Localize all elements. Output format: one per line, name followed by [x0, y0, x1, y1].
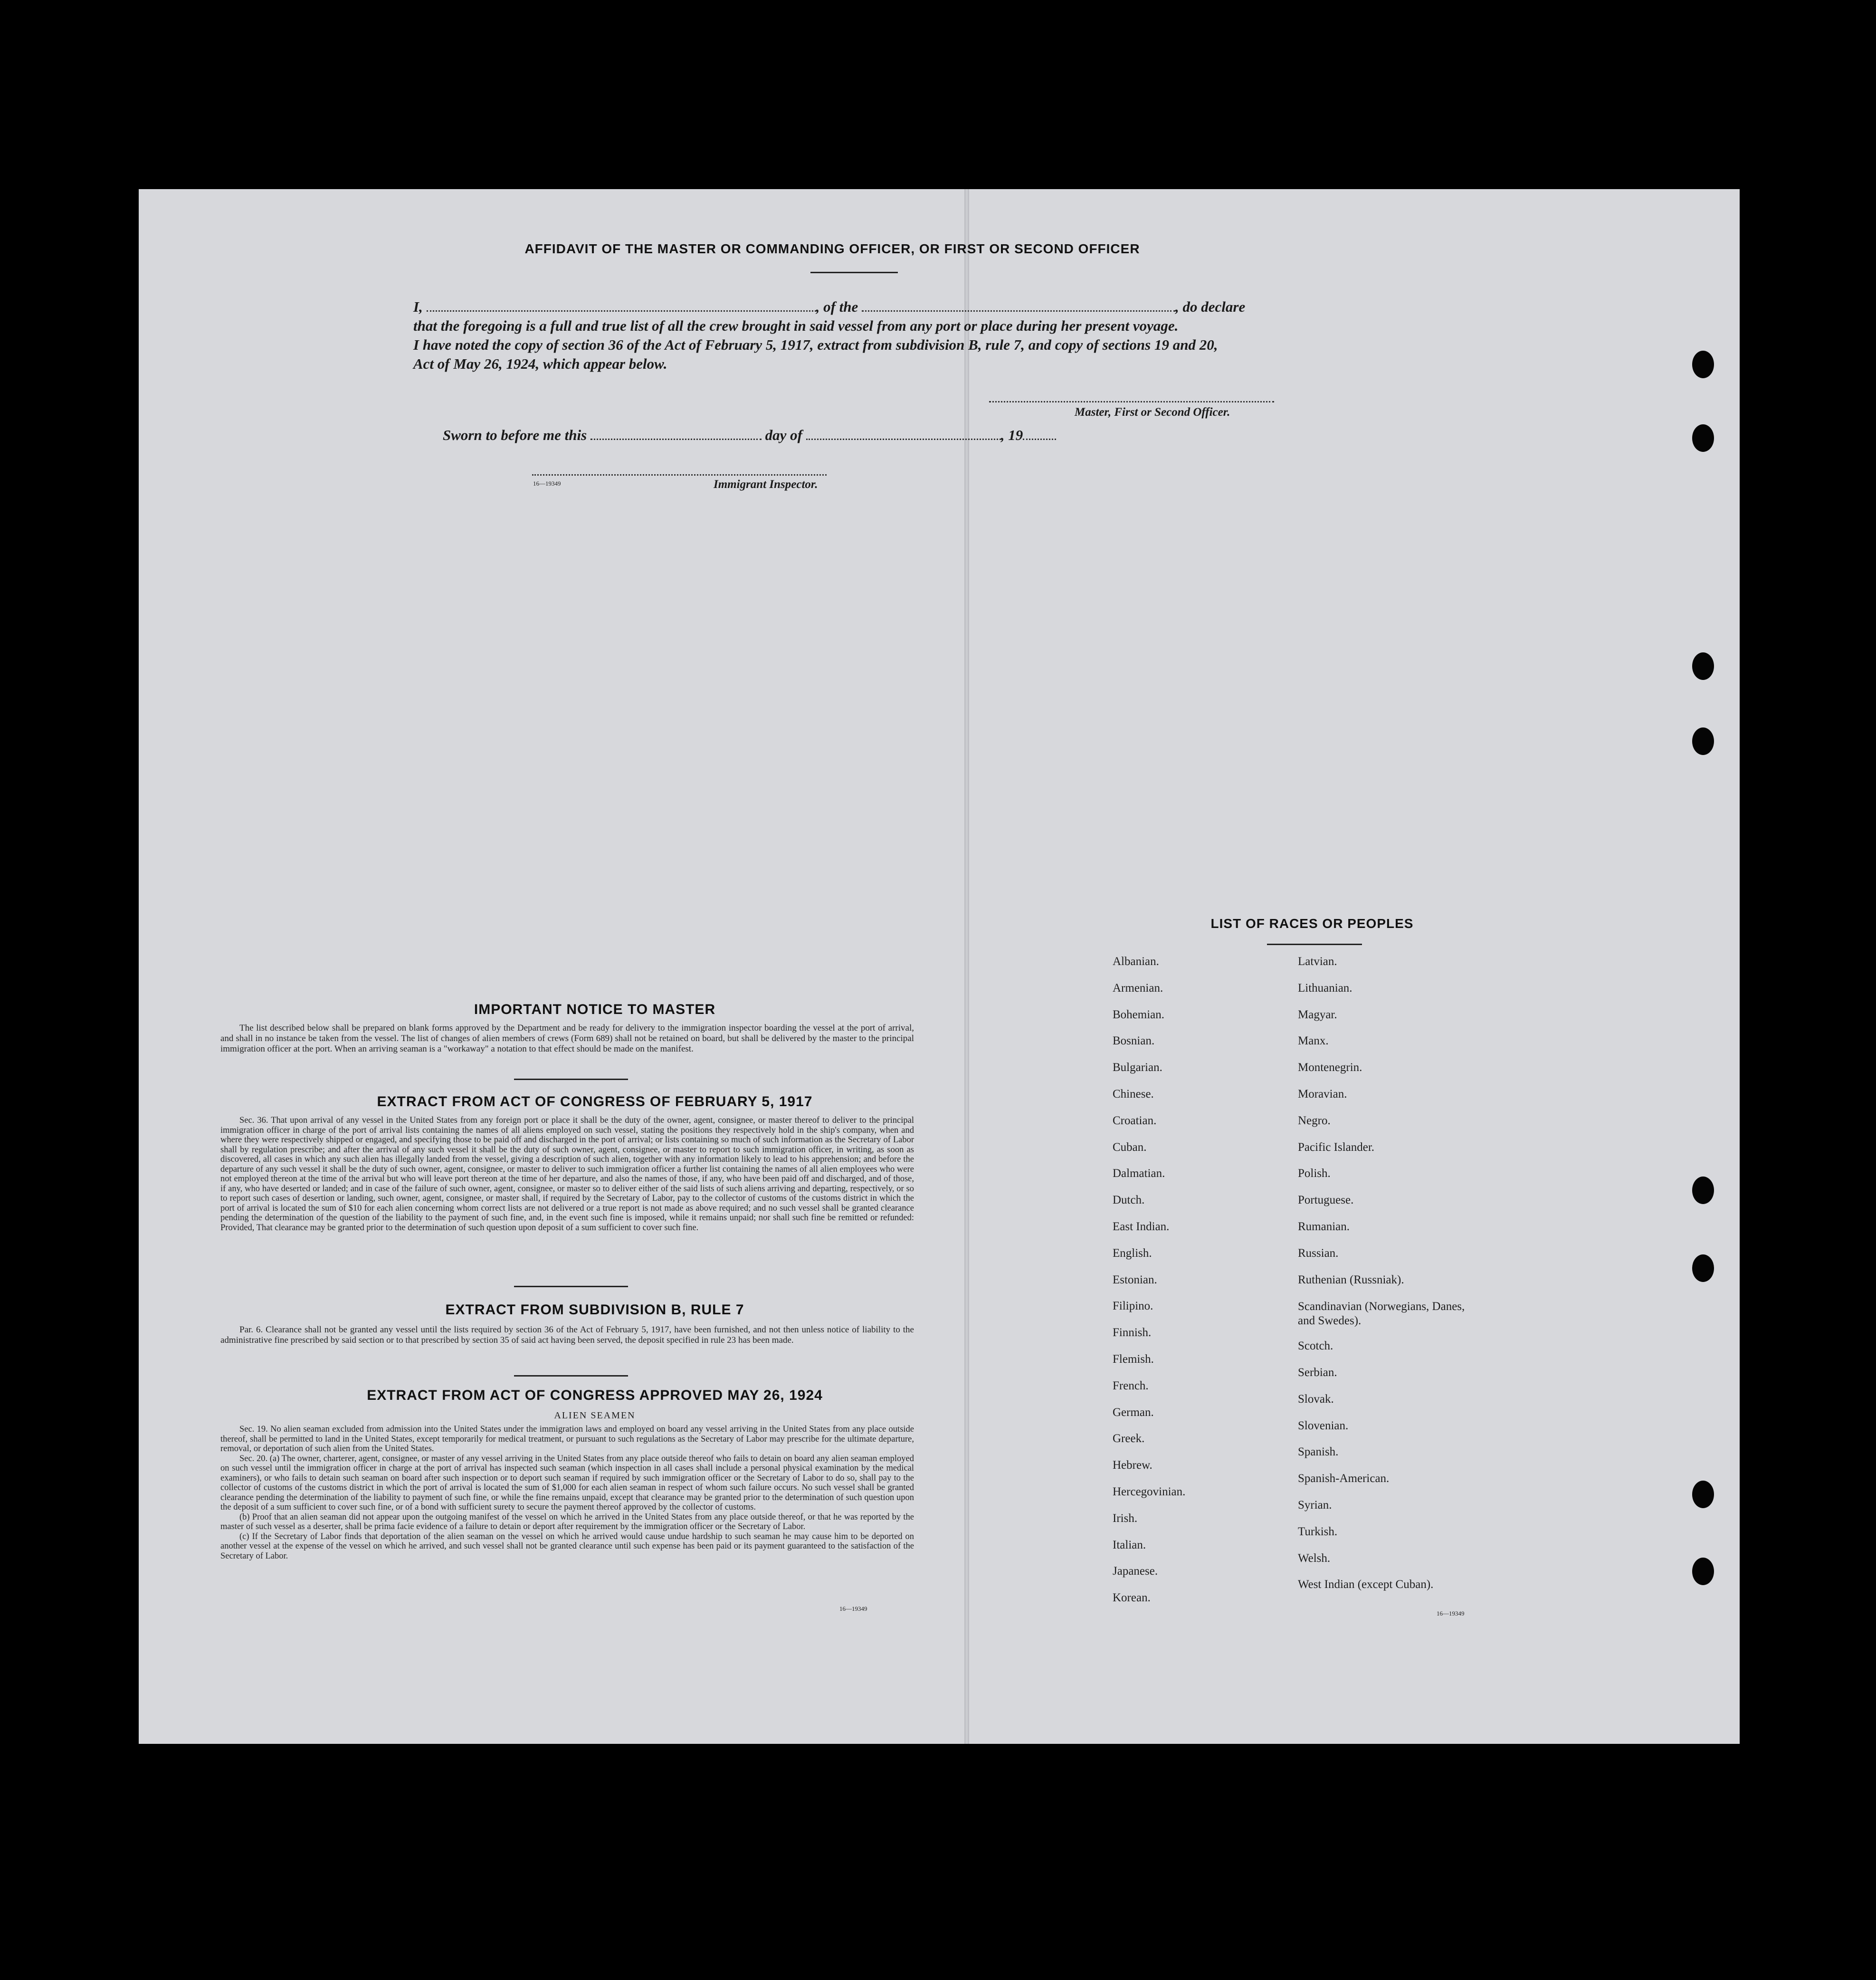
notice-title: IMPORTANT NOTICE TO MASTER [474, 1002, 716, 1017]
punch-hole [1692, 727, 1714, 755]
sworn-label: Sworn to before me this [443, 427, 587, 443]
alien-seamen-subtitle: ALIEN SEAMEN [554, 1410, 636, 1421]
form-number: 16—19349 [533, 480, 561, 487]
section-rule [514, 1375, 628, 1377]
race-item: Dutch. [1113, 1194, 1145, 1207]
affidavit-line1 [413, 297, 1439, 316]
title-rule [810, 272, 898, 273]
extract-rule7-title: EXTRACT FROM SUBDIVISION B, RULE 7 [445, 1302, 744, 1318]
affidavit-body [413, 297, 1439, 373]
day-of-label: day of [765, 427, 802, 443]
form-number: 16—19349 [839, 1605, 867, 1612]
section-20a-paragraph: Sec. 20. (a) The owner, charterer, agent, consignee, or master of any vessel arriving in the United States from any place outside thereof who fails to detain on board any alien seaman employed on such vessel until the immigration officer in charge at the port of arrival has inspected such seaman (which inspection in all cases shall include a personal physical examination by the medical examiners), or who fails to detain such seaman on board after such inspection or to deport such seaman if required by such immigration officer or the Secretary of Labor to do so, shall pay to the collector of customs of the customs district in which the port of arrival is located the sum of $1,000 for each alien seaman in respect of whom such failure occurs. No such vessel shall be granted clearance pending the determination of the liability to payment of such fine, or while the fine remains unpaid, except that clearance may be granted prior to the determination of such question upon the deposit of a sum sufficient to cover such fine, or of a bond with sufficient surety to secure the payment thereof approved by the collector of customs. [220, 1454, 914, 1512]
race-item: Magyar. [1298, 1008, 1337, 1021]
race-item: Hercegovinian. [1113, 1485, 1186, 1498]
form-number: 16—19349 [1437, 1610, 1465, 1617]
affidavit-line3: I have noted the copy of section 36 of the Act of February 5, 1917, extract from subdivision B, rule 7, and copy of sections 19 and 20, [413, 336, 1218, 353]
extract-1924-text [220, 1425, 914, 1561]
declare-label: , do declare [1175, 298, 1246, 315]
affidavit-line2: that the foregoing is a full and true list of all the crew brought in said vessel from any port or place during her present voyage. [413, 317, 1179, 334]
race-item: Bohemian. [1113, 1008, 1165, 1021]
race-item: Estonian. [1113, 1273, 1157, 1286]
affidavit-line4: Act of May 26, 1924, which appear below. [413, 355, 667, 372]
affidavit-title: AFFIDAVIT OF THE MASTER OR COMMANDING OFFICER, OR FIRST OR SECOND OFFICER [524, 241, 1140, 256]
races-title: LIST OF RACES OR PEOPLES [1210, 916, 1414, 931]
extract-1917-text [220, 1116, 914, 1233]
race-item: German. [1113, 1406, 1154, 1419]
race-item: Scandinavian (Norwegians, Danes, and Swedes). [1298, 1300, 1465, 1328]
section-20c-paragraph: (c) If the Secretary of Labor finds that deportation of the alien seaman on the vessel on which he arrived would cause undue hardship to such seaman he may cause him to be deported on another vessel at the expense of the vessel on which he arrived, and such vessel shall not be granted clearance until such expense has been paid or its payment guaranteed to the satisfaction of the Secretary of Labor. [220, 1531, 914, 1561]
race-item: Moravian. [1298, 1088, 1347, 1100]
race-item: Cuban. [1113, 1140, 1147, 1154]
punch-hole [1692, 1177, 1714, 1204]
race-item: Dalmatian. [1113, 1167, 1165, 1180]
extract-1917-title: EXTRACT FROM ACT OF CONGRESS OF FEBRUARY 5, 1917 [377, 1094, 813, 1110]
race-item: Serbian. [1298, 1366, 1337, 1379]
race-item: Russian. [1298, 1246, 1339, 1260]
race-item: Latvian. [1298, 955, 1337, 968]
race-item: Hebrew. [1113, 1459, 1152, 1472]
extract-1924-title: EXTRACT FROM ACT OF CONGRESS APPROVED MAY 26, 1924 [367, 1387, 823, 1403]
master-signature-label: Master, First or Second Officer. [1075, 406, 1230, 419]
race-item: Filipino. [1113, 1300, 1153, 1313]
par-6-paragraph: Par. 6. Clearance shall not be granted any vessel until the lists required by section 36 of the Act of February 5, 1917, have been furnished, and not then unless notice of liability to the administrative fine prescribed by said section or to that prescribed by section 35 of said act having been served, the deposit specified in rule 23 has been made. [220, 1325, 914, 1345]
races-column-1 [1113, 955, 1293, 1620]
race-item: Manx. [1298, 1034, 1329, 1048]
race-item: Montenegrin. [1298, 1061, 1362, 1074]
race-item: Japanese. [1113, 1565, 1158, 1578]
race-item: Slovenian. [1298, 1419, 1349, 1432]
race-item: Lithuanian. [1298, 981, 1352, 995]
punch-hole [1692, 1481, 1714, 1508]
race-item: Ruthenian (Russniak). [1298, 1273, 1404, 1286]
race-item: English. [1113, 1246, 1152, 1260]
inspector-label: Immigrant Inspector. [714, 478, 818, 491]
vessel-name-field[interactable] [862, 310, 1175, 312]
master-signature-field[interactable] [989, 401, 1274, 402]
races-rule [1267, 944, 1362, 945]
sworn-line [443, 427, 1056, 444]
section-rule [514, 1079, 628, 1080]
year-label: , 19 [1000, 427, 1023, 443]
sworn-date-field[interactable] [590, 439, 762, 440]
race-item: Bulgarian. [1113, 1061, 1162, 1074]
race-item: Irish. [1113, 1511, 1138, 1525]
race-item: Negro. [1298, 1114, 1331, 1127]
race-item: Syrian. [1298, 1498, 1332, 1511]
punch-hole [1692, 351, 1714, 378]
center-fold [964, 189, 969, 1744]
punch-hole [1692, 424, 1714, 452]
notice-text [220, 1023, 914, 1054]
race-item: Armenian. [1113, 981, 1163, 995]
race-item: Finnish. [1113, 1326, 1152, 1339]
race-item: Spanish. [1298, 1445, 1339, 1459]
race-item: Flemish. [1113, 1353, 1154, 1366]
race-item: East Indian. [1113, 1220, 1170, 1233]
notice-paragraph: The list described below shall be prepared on blank forms approved by the Department and be ready for delivery to the immigration inspector boarding the vessel at the port of arrival, and shall in no instance be taken from the vessel. The list of changes of alien members of crews (Form 689) shall not be retained on board, but shall be delivered by the master to the principal immigration officer at the port. When an arriving seaman is a "workaway" a notation to that effect should be made on the manifest. [220, 1023, 914, 1054]
race-item: Greek. [1113, 1432, 1145, 1445]
month-field[interactable] [806, 439, 1001, 440]
race-item: Scotch. [1298, 1339, 1333, 1353]
year-field[interactable] [1023, 439, 1056, 440]
race-item: Turkish. [1298, 1525, 1338, 1538]
race-item: Pacific Islander. [1298, 1140, 1375, 1154]
section-36-paragraph: Sec. 36. That upon arrival of any vessel in the United States from any foreign port or place it shall be the duty of the owner, agent, consignee, or master thereof to deliver to the principal immigration officer in charge of the port of arrival lists containing the names of all aliens employed on such vessel, stating the positions they respectively hold in the ship's company, when and where they were respectively shipped or engaged, and specifying those to be paid off and discharged in the port of arrival; or lists containing so much of such information as the Secretary of Labor shall by regulation prescribe; and after the arrival of any such vessel it shall be the duty of such owner, agent, consignee, or master to report to such immigration officer, in writing, as soon as discovered, all cases in which any such alien has illegally landed from the vessel, giving a description of such alien, together with any information likely to lead to his apprehension; and before the departure of any such vessel it shall be the duty of such owner, agent, consignee, or master to deliver to such immigration officer a further list containing the names of all alien employees who were not employed thereon at the time of the arrival but who will leave port thereon at the time of her departure, and also the names of those, if any, who have been paid off and discharged, and of those, if any, who have deserted or landed; and in case of the failure of such owner, agent, consignee, or master so to deliver either of the said lists of such aliens arriving and departing, respectively, or so to report such cases of desertion or landing, such owner, agent, consignee, or master shall, if required by the Secretary of Labor, pay to the collector of customs of the customs district in which the port of arrival is located the sum of $10 for each alien concerning whom correct lists are not delivered or a true report is not made as above required; and no such vessel shall be granted clearance pending the determination of the question of the liability to the payment of such fine, and, in the event such fine is imposed, while it remains unpaid; nor shall such fine be remitted or refunded: Provided, That clearance may be granted prior to the determination of such question upon deposit of a sum sufficient to cover such fine. [220, 1116, 914, 1233]
race-item: Rumanian. [1298, 1220, 1350, 1233]
vessel-label: , of the [816, 298, 858, 315]
race-item: Chinese. [1113, 1088, 1154, 1100]
race-item: Bosnian. [1113, 1034, 1155, 1048]
race-item: Spanish-American. [1298, 1472, 1390, 1485]
race-item: West Indian (except Cuban). [1298, 1578, 1434, 1591]
section-19-paragraph: Sec. 19. No alien seaman excluded from admission into the United States under the immigration laws and employed on board any vessel arriving in the United States from any place outside thereof, shall be permitted to land in the United States, except temporarily for medical treatment, or pursuant to such regulations as the Secretary of Labor may prescribe for the ultimate departure, removal, or deportation of such alien from the United States. [220, 1425, 914, 1454]
race-item: Polish. [1298, 1167, 1331, 1180]
declarant-name-field[interactable] [427, 310, 816, 312]
race-item: Portuguese. [1298, 1194, 1354, 1207]
document-sheet [139, 189, 1740, 1744]
race-item: Albanian. [1113, 955, 1159, 968]
race-item: Croatian. [1113, 1114, 1157, 1127]
punch-hole [1692, 1558, 1714, 1585]
race-item: Welsh. [1298, 1551, 1331, 1565]
section-20b-paragraph: (b) Proof that an alien seaman did not appear upon the outgoing manifest of the vessel on which he arrived in the United States from any place outside thereof, or that he was reported by the master of such vessel as a deserter, shall be prima facie evidence of a failure to detain or deport after requirement by the immigration officer or the Secretary of Labor. [220, 1512, 914, 1531]
races-column-2 [1298, 955, 1488, 1620]
punch-hole [1692, 652, 1714, 680]
punch-hole [1692, 1254, 1714, 1282]
declarant-label: I, [413, 298, 423, 315]
race-item: Korean. [1113, 1591, 1151, 1605]
race-item: French. [1113, 1379, 1149, 1392]
section-rule [514, 1286, 628, 1287]
extract-rule7-text [220, 1325, 914, 1346]
inspector-signature-field[interactable] [532, 474, 827, 476]
race-item: Slovak. [1298, 1392, 1334, 1406]
race-item: Italian. [1113, 1538, 1146, 1551]
